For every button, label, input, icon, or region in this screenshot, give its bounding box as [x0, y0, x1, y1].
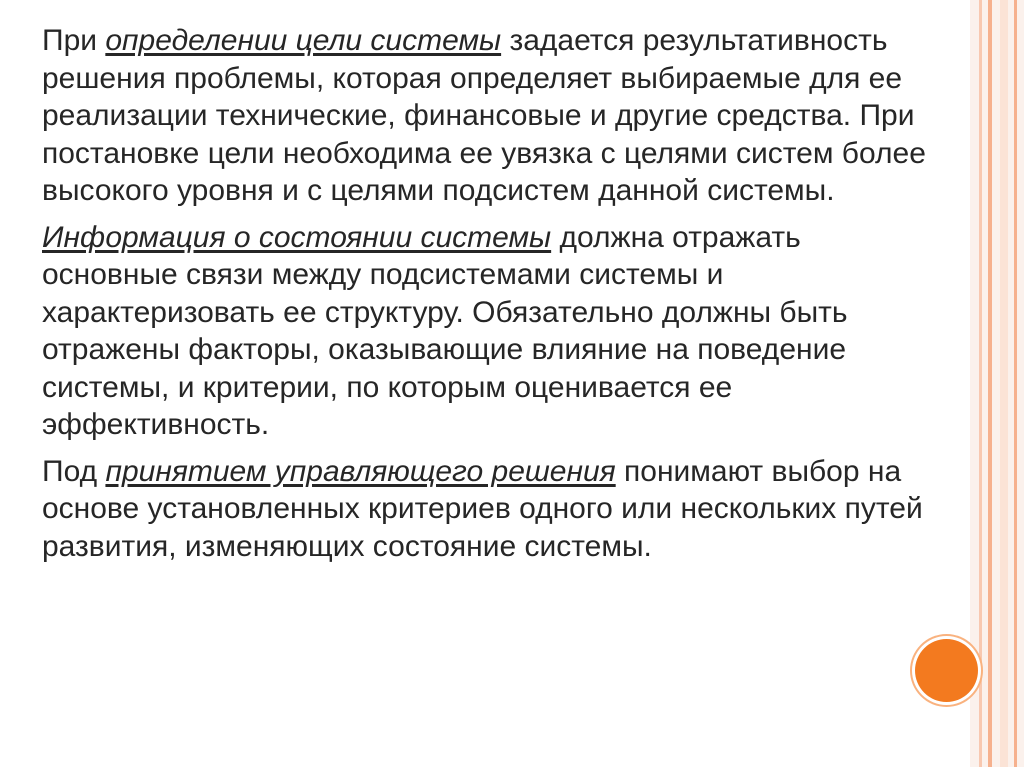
paragraph-state-info — [42, 219, 942, 444]
paragraph-decision-rest: понимают выбор на основе установленных критериев одного или нескольких путей развития, изменяющих состояние системы. — [42, 454, 923, 563]
orange-circle-decoration — [915, 639, 978, 702]
paragraph-goal — [42, 22, 942, 210]
paragraph-goal-lead: При — [42, 24, 106, 57]
paragraph-decision — [42, 453, 942, 566]
paragraph-goal-rest: задается результативность решения проблемы, которая определяет выбираемые для ее реализации технические, финансовые и другие средства. При постановке цели необходима ее увязка с целями систем более высокого уровня и с целями подсистем данной системы. — [42, 24, 926, 207]
decorative-stripe-4 — [1014, 0, 1017, 767]
paragraph-state-info-emphasis: Информация о состоянии системы — [42, 220, 552, 254]
slide-body-text — [42, 22, 942, 574]
decorative-stripe-1 — [979, 0, 982, 767]
paragraph-decision-lead: Под — [42, 454, 106, 488]
paragraph-decision-emphasis: принятием управляющего решения — [105, 454, 616, 488]
paragraph-goal-emphasis: определении цели системы — [105, 24, 502, 57]
decorative-stripe-2 — [988, 0, 992, 767]
decorative-stripe-3 — [1000, 0, 1008, 767]
paragraph-state-info-rest: должна отражать основные связи между подсистемами системы и характеризовать ее структуру. Обязательно должны быть отражены факторы, оказывающие влияние на поведение системы, и критерии, по которым оценивается ее эффективность. — [42, 220, 848, 441]
